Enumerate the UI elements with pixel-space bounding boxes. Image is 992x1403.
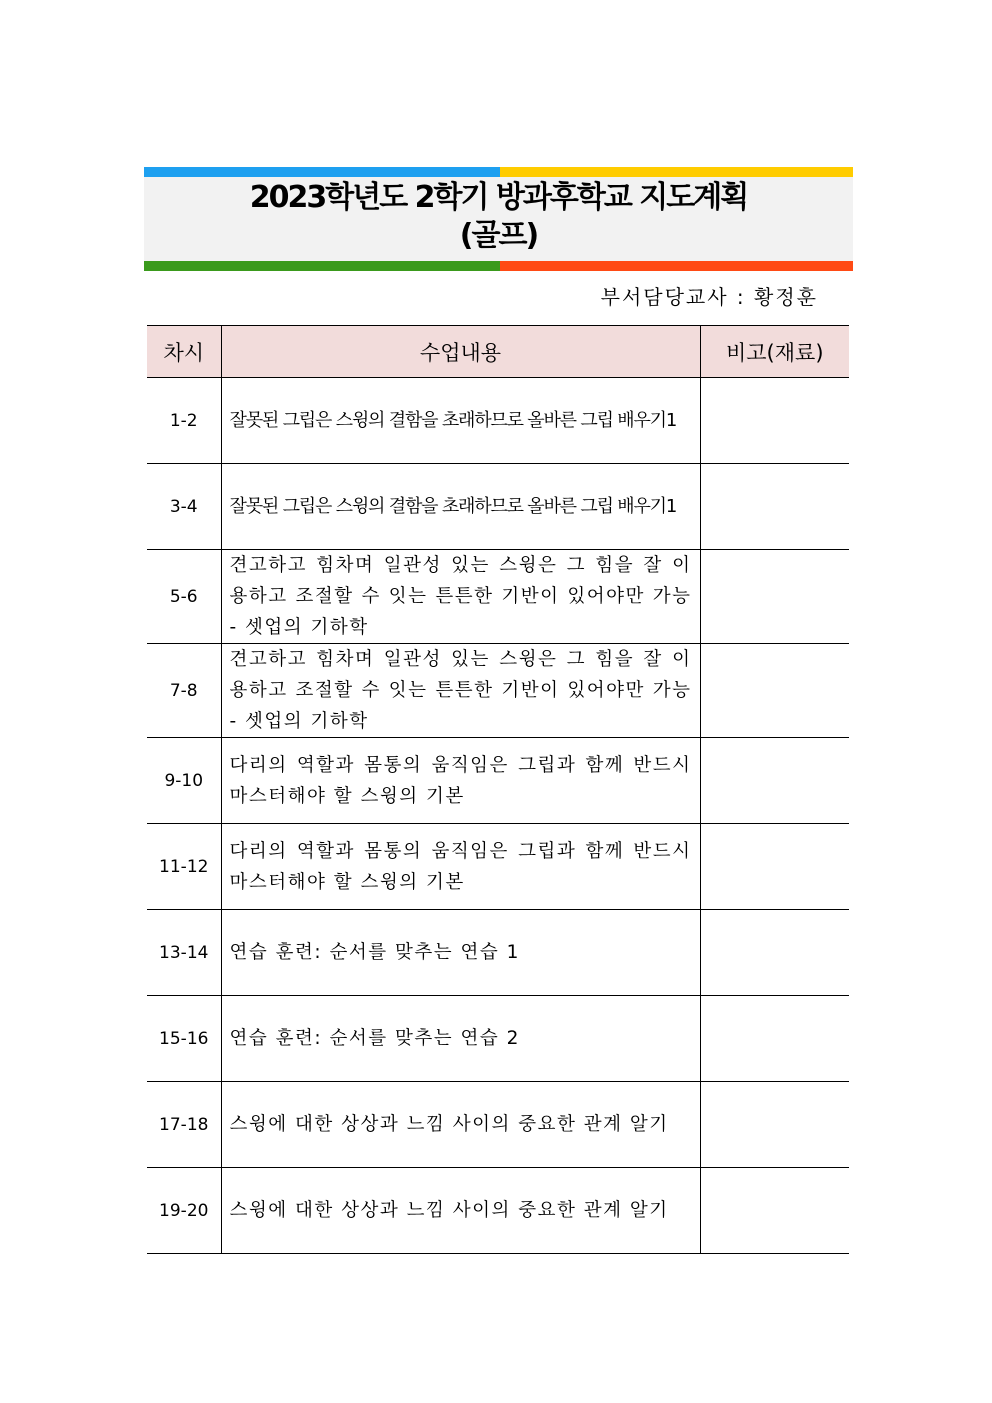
content-cell: 스윙에 대한 상상과 느낌 사이의 중요한 관계 알기 [221, 1168, 700, 1254]
table-row [147, 378, 849, 464]
note-cell [700, 996, 849, 1082]
table-row [147, 464, 849, 550]
session-cell: 19-20 [147, 1168, 221, 1254]
note-cell [700, 738, 849, 824]
column-header-content: 수업내용 [221, 326, 700, 378]
teacher-line: 부서담당교사 : 황정훈 [600, 285, 818, 309]
column-header-session: 차시 [147, 326, 221, 378]
session-cell: 15-16 [147, 996, 221, 1082]
note-cell [700, 1168, 849, 1254]
lesson-plan-table [147, 325, 849, 1254]
title-line-1: 2023학년도 2학기 방과후학교 지도계획 [249, 180, 748, 215]
title-banner [144, 167, 853, 271]
table-row [147, 738, 849, 824]
session-cell: 17-18 [147, 1082, 221, 1168]
table-header-row [147, 326, 849, 378]
table-row [147, 910, 849, 996]
content-cell: 연습 훈련: 순서를 맞추는 연습 2 [221, 996, 700, 1082]
table-row [147, 550, 849, 644]
session-cell: 9-10 [147, 738, 221, 824]
column-header-note: 비고(재료) [700, 326, 849, 378]
session-cell: 7-8 [147, 644, 221, 738]
note-cell [700, 464, 849, 550]
table-row [147, 824, 849, 910]
session-cell: 3-4 [147, 464, 221, 550]
content-cell: 다리의 역할과 몸통의 움직임은 그립과 함께 반드시 마스터해야 할 스윙의 기본 [221, 824, 700, 910]
note-cell [700, 644, 849, 738]
note-cell [700, 824, 849, 910]
session-cell: 5-6 [147, 550, 221, 644]
table-row [147, 1082, 849, 1168]
content-cell: 잘못된 그립은 스윙의 결함을 초래하므로 올바른 그립 배우기1 [221, 464, 700, 550]
note-cell [700, 1082, 849, 1168]
title-line-2: (골프) [459, 218, 538, 253]
note-cell [700, 378, 849, 464]
table-row [147, 644, 849, 738]
content-cell: 견고하고 힘차며 일관성 있는 스윙은 그 힘을 잘 이용하고 조절할 수 잇는 튼튼한 기반이 있어야만 가능 - 셋업의 기하학 [221, 550, 700, 644]
banner-bar-bottom-left [144, 261, 500, 271]
table-row [147, 1168, 849, 1254]
content-cell: 견고하고 힘차며 일관성 있는 스윙은 그 힘을 잘 이용하고 조절할 수 잇는 튼튼한 기반이 있어야만 가능 - 셋업의 기하학 [221, 644, 700, 738]
banner-bar-top-right [500, 167, 853, 177]
session-cell: 11-12 [147, 824, 221, 910]
content-cell: 연습 훈련: 순서를 맞추는 연습 1 [221, 910, 700, 996]
session-cell: 1-2 [147, 378, 221, 464]
banner-bar-bottom-right [500, 261, 853, 271]
session-cell: 13-14 [147, 910, 221, 996]
note-cell [700, 550, 849, 644]
banner-bar-top-left [144, 167, 500, 177]
table-row [147, 996, 849, 1082]
content-cell: 스윙에 대한 상상과 느낌 사이의 중요한 관계 알기 [221, 1082, 700, 1168]
page-title [144, 179, 853, 255]
content-cell: 잘못된 그립은 스윙의 결함을 초래하므로 올바른 그립 배우기1 [221, 378, 700, 464]
note-cell [700, 910, 849, 996]
content-cell: 다리의 역할과 몸통의 움직임은 그립과 함께 반드시 마스터해야 할 스윙의 기본 [221, 738, 700, 824]
